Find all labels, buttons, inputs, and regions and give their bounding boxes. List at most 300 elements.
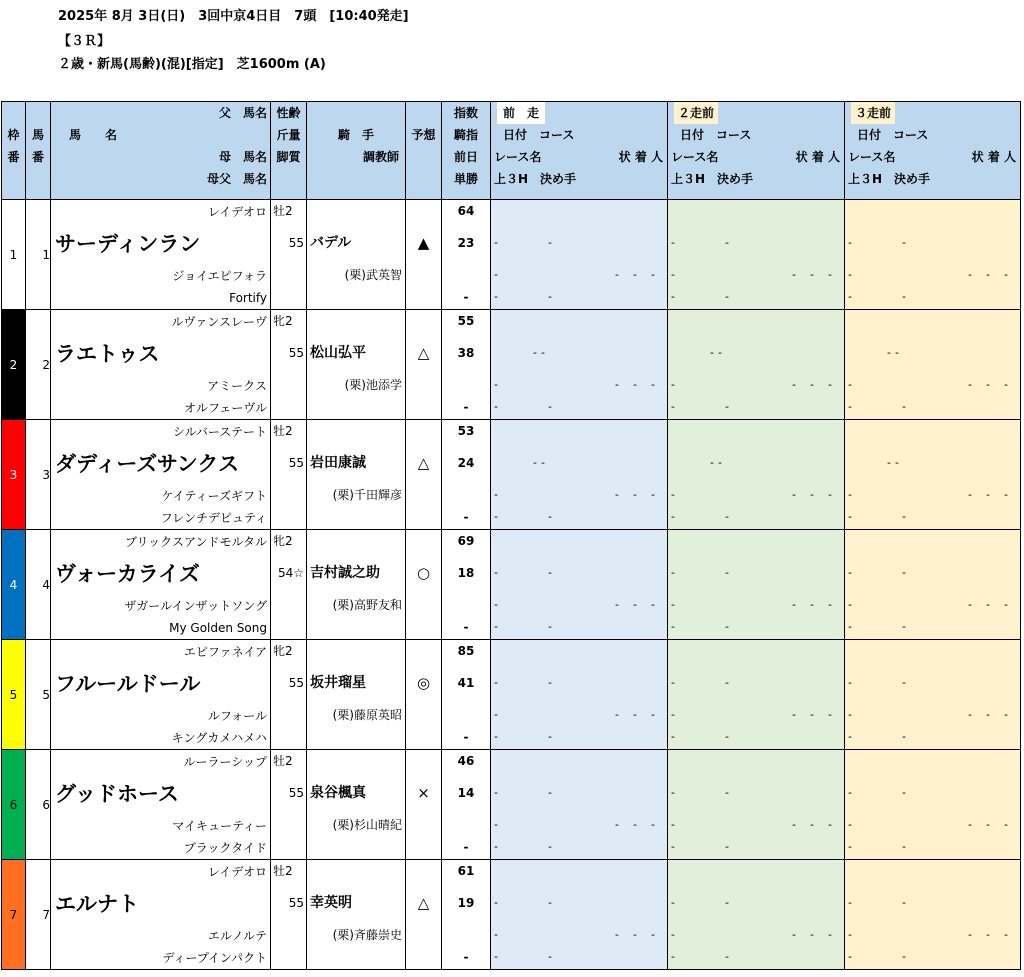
past-dash: - <box>494 676 498 689</box>
past-dash: - <box>615 268 619 281</box>
past-dash: - <box>633 708 637 721</box>
umaban-cell <box>26 860 51 970</box>
sex-cell <box>271 420 307 530</box>
index-cell <box>442 750 491 860</box>
damsire-name: My Golden Song <box>169 620 267 635</box>
umaban-cell <box>26 420 51 530</box>
past-dash: - <box>810 488 814 501</box>
waku-number: 2 <box>9 357 18 372</box>
past-dash: - <box>725 290 729 303</box>
past-dash: - <box>651 818 655 831</box>
dam-header: 母 馬名 <box>218 150 267 164</box>
past3-cell <box>845 640 1021 750</box>
name-cell <box>51 420 271 530</box>
sire-name: レイデオロ <box>207 204 267 219</box>
sex-cell <box>271 860 307 970</box>
past-dash: - <box>848 598 852 611</box>
horse-name-header: 馬 名 <box>69 128 118 142</box>
horse-row <box>2 640 1021 750</box>
index-cell <box>442 640 491 750</box>
damsire-name: フレンチデピュティ <box>160 510 267 525</box>
mark-cell <box>406 420 442 530</box>
waku-number: 5 <box>9 687 18 702</box>
past-dash: - <box>986 708 990 721</box>
past-dash: - <box>671 928 675 941</box>
past-dash: - <box>792 708 796 721</box>
trainer-name: (栗)斉藤崇史 <box>332 928 402 942</box>
past-dash: - <box>986 268 990 281</box>
past-dash: - <box>848 378 852 391</box>
past-dash: - <box>848 510 852 523</box>
past2-last3f: 上３H 決め手 <box>671 172 754 186</box>
waku-cell <box>2 750 26 860</box>
win-odds: - <box>463 950 469 964</box>
past-dash: - <box>494 236 498 249</box>
past-dash: - <box>548 676 552 689</box>
past-dash: - <box>541 456 545 469</box>
past1-cell <box>491 640 668 750</box>
sire-name: ルヴァンスレーヴ <box>171 314 267 329</box>
sex-cell <box>271 310 307 420</box>
past-dash: - <box>725 566 729 579</box>
sex-age-header: 性齢 <box>276 106 301 120</box>
jockey-index: 19 <box>457 896 475 910</box>
umaban-number: 2 <box>42 357 50 372</box>
past3-last3f: 上３H 決め手 <box>848 172 931 186</box>
past3-cell <box>845 420 1021 530</box>
jockey-header <box>307 102 406 200</box>
past-dash: - <box>651 708 655 721</box>
dam-name: ルフォール <box>207 708 267 723</box>
mark-header-label: 予想 <box>411 128 436 142</box>
past-dash: - <box>848 818 852 831</box>
past-dash: - <box>1004 598 1008 611</box>
past2-race-name: レース名 <box>671 150 719 164</box>
past-dash: - <box>828 378 832 391</box>
past-dash: - <box>968 928 972 941</box>
past-dash: - <box>633 598 637 611</box>
past-dash: - <box>548 840 552 853</box>
dam-name: ケイティーズギフト <box>161 488 267 503</box>
sex-cell <box>271 530 307 640</box>
past-dash: - <box>848 896 852 909</box>
jockey-name: 泉谷楓真 <box>310 785 366 801</box>
past-dash: - <box>533 346 537 359</box>
sex-age: 牡2 <box>273 424 293 438</box>
horse-name: ダディーズサンクス <box>55 451 240 476</box>
past-dash: - <box>828 268 832 281</box>
past3-cell <box>845 200 1021 310</box>
mark-cell <box>406 310 442 420</box>
past-dash: - <box>548 400 552 413</box>
past2-cell <box>668 750 845 860</box>
umaban-header <box>26 102 51 200</box>
jockey-name: 松山弘平 <box>310 345 366 361</box>
horse-name: エルナト <box>55 891 139 916</box>
past-dash: - <box>792 378 796 391</box>
speed-index: 61 <box>457 864 475 878</box>
dam-name: ザガールインザットソング <box>124 598 267 613</box>
past-dash: - <box>828 488 832 501</box>
past-dash: - <box>548 566 552 579</box>
jockey-index: 14 <box>457 786 475 800</box>
header-row <box>2 102 1021 200</box>
past-dash: - <box>718 456 722 469</box>
past-dash: - <box>548 510 552 523</box>
past-dash: - <box>848 620 852 633</box>
past-dash: - <box>633 378 637 391</box>
sex-cell <box>271 200 307 310</box>
weight-header: 斤量 <box>276 128 301 142</box>
past2-header <box>668 102 845 200</box>
past-dash: - <box>986 818 990 831</box>
waku-cell <box>2 200 26 310</box>
past-dash: - <box>848 236 852 249</box>
past-dash: - <box>725 620 729 633</box>
trainer-name: (栗)池添学 <box>344 378 402 392</box>
past1-cell <box>491 530 668 640</box>
name-cell <box>51 310 271 420</box>
waku-number: 4 <box>9 577 18 592</box>
past-dash: - <box>494 730 498 743</box>
past-dash: - <box>1004 268 1008 281</box>
name-cell <box>51 200 271 310</box>
jockey-index: 41 <box>457 676 475 690</box>
jockey-cell <box>307 310 406 420</box>
umaban-number: 7 <box>42 907 50 922</box>
umaban-number: 1 <box>42 247 50 262</box>
past-dash: - <box>902 896 906 909</box>
mark-header <box>406 102 442 200</box>
past-dash: - <box>615 928 619 941</box>
horse-name: ラエトゥス <box>55 341 160 366</box>
past-dash: - <box>902 620 906 633</box>
umaban-number: 5 <box>42 687 50 702</box>
past-dash: - <box>615 598 619 611</box>
past-dash: - <box>494 510 498 523</box>
past-dash: - <box>633 928 637 941</box>
damsire-name: ブラックタイド <box>183 840 267 855</box>
speed-index: 55 <box>457 314 475 328</box>
past-dash: - <box>895 456 899 469</box>
mark-cell <box>406 640 442 750</box>
waku-cell <box>2 420 26 530</box>
past-dash: - <box>810 598 814 611</box>
past-dash: - <box>494 268 498 281</box>
speed-index: 53 <box>457 424 475 438</box>
horse-row <box>2 750 1021 860</box>
past-dash: - <box>848 730 852 743</box>
past-dash: - <box>494 950 498 963</box>
waku-number: 3 <box>9 467 18 482</box>
mark-cell <box>406 750 442 860</box>
race-date-line: 2025年 8月 3日(日) 3回中京4日目 7頭 [10:40発走] <box>58 9 409 24</box>
past-dash: - <box>848 676 852 689</box>
past-dash: - <box>725 676 729 689</box>
past-dash: - <box>710 346 714 359</box>
dam-name: アミークス <box>207 378 267 393</box>
umaban-header-l1: 馬 <box>31 128 44 142</box>
dam-name: ジョイエピフォラ <box>172 268 267 283</box>
umaban-number: 6 <box>42 797 50 812</box>
past1-last3f: 上３H 決め手 <box>494 172 577 186</box>
jockey-cell <box>307 750 406 860</box>
prediction-mark: △ <box>417 454 430 472</box>
trainer-name: (栗)藤原英昭 <box>332 708 402 722</box>
past-dash: - <box>671 950 675 963</box>
mark-cell <box>406 860 442 970</box>
past-dash: - <box>725 730 729 743</box>
past-dash: - <box>671 236 675 249</box>
past-dash: - <box>902 840 906 853</box>
past-dash: - <box>725 510 729 523</box>
past-dash: - <box>548 950 552 963</box>
jockey-cell <box>307 640 406 750</box>
past-dash: - <box>725 400 729 413</box>
past-dash: - <box>792 598 796 611</box>
sex-age: 牡2 <box>273 204 293 218</box>
carried-weight: 54☆ <box>277 566 304 580</box>
trainer-name: (栗)武英智 <box>344 268 402 282</box>
past-dash: - <box>810 708 814 721</box>
horse-row <box>2 530 1021 640</box>
trainer-name: (栗)高野友和 <box>332 598 402 612</box>
index-header-l4: 単勝 <box>453 172 478 186</box>
past-dash: - <box>541 346 545 359</box>
jockey-header-label: 騎 手 <box>337 128 374 142</box>
name-cell <box>51 640 271 750</box>
umaban-cell <box>26 200 51 310</box>
sire-name: ブリックスアンドモルタル <box>125 534 267 549</box>
index-cell <box>442 310 491 420</box>
past-dash: - <box>792 268 796 281</box>
past-dash: - <box>494 896 498 909</box>
sire-name: シルバーステート <box>172 424 267 439</box>
past-dash: - <box>986 928 990 941</box>
jockey-index: 23 <box>457 236 475 250</box>
waku-number: 1 <box>9 247 18 262</box>
horse-name: ヴォーカライズ <box>55 561 200 586</box>
past-dash: - <box>651 928 655 941</box>
waku-number: 6 <box>9 797 18 812</box>
jockey-cell <box>307 420 406 530</box>
past2-cell <box>668 420 845 530</box>
past-dash: - <box>887 346 891 359</box>
sex-age: 牝2 <box>273 534 293 548</box>
jockey-name: 坂井瑠星 <box>310 675 366 691</box>
past-dash: - <box>718 346 722 359</box>
past-dash: - <box>902 290 906 303</box>
horse-name: グッドホース <box>55 781 179 806</box>
trainer-name: (栗)千田輝彦 <box>332 488 402 502</box>
past1-cell <box>491 750 668 860</box>
jockey-cell <box>307 200 406 310</box>
trainer-header-label: 調教師 <box>362 150 399 164</box>
dam-name: エルノルテ <box>207 928 267 943</box>
past1-date-course: 日付 コース <box>503 128 575 142</box>
carried-weight: 55 <box>288 786 304 800</box>
past-dash: - <box>968 378 972 391</box>
race-conditions: ２歳・新馬(馬齢)(混)[指定] 芝1600m (A) <box>58 57 326 72</box>
past-dash: - <box>848 566 852 579</box>
win-odds: - <box>463 510 469 524</box>
past-dash: - <box>848 950 852 963</box>
waku-cell <box>2 310 26 420</box>
umaban-number: 3 <box>42 467 50 482</box>
past-dash: - <box>494 786 498 799</box>
past-dash: - <box>725 896 729 909</box>
past-dash: - <box>671 400 675 413</box>
past-dash: - <box>651 378 655 391</box>
past-dash: - <box>848 708 852 721</box>
past3-cell <box>845 860 1021 970</box>
speed-index: 64 <box>457 204 475 218</box>
past-dash: - <box>848 840 852 853</box>
past1-cell <box>491 420 668 530</box>
prediction-mark: ◎ <box>416 674 431 692</box>
past-dash: - <box>671 620 675 633</box>
past-dash: - <box>848 488 852 501</box>
past-dash: - <box>848 290 852 303</box>
name-header <box>51 102 271 200</box>
past2-cell <box>668 310 845 420</box>
past-dash: - <box>671 378 675 391</box>
past3-date-course: 日付 コース <box>857 128 929 142</box>
past-dash: - <box>533 456 537 469</box>
past-dash: - <box>1004 928 1008 941</box>
jockey-index: 24 <box>457 456 475 470</box>
past-dash: - <box>494 378 498 391</box>
horse-row <box>2 860 1021 970</box>
past-dash: - <box>494 620 498 633</box>
past-dash: - <box>671 488 675 501</box>
past-dash: - <box>548 620 552 633</box>
past-dash: - <box>828 708 832 721</box>
index-cell <box>442 200 491 310</box>
jockey-cell <box>307 860 406 970</box>
past-dash: - <box>651 268 655 281</box>
past-dash: - <box>494 818 498 831</box>
name-cell <box>51 530 271 640</box>
sire-name: ルーラーシップ <box>183 754 267 769</box>
past-dash: - <box>895 346 899 359</box>
trainer-name: (栗)杉山晴紀 <box>332 818 402 832</box>
past-dash: - <box>671 708 675 721</box>
past-dash: - <box>848 786 852 799</box>
past-dash: - <box>548 786 552 799</box>
past-dash: - <box>725 786 729 799</box>
past-dash: - <box>671 786 675 799</box>
name-cell <box>51 860 271 970</box>
past-dash: - <box>710 456 714 469</box>
index-header-l2: 騎指 <box>453 128 478 142</box>
past-dash: - <box>810 378 814 391</box>
past-dash: - <box>671 566 675 579</box>
past-dash: - <box>986 598 990 611</box>
horse-row <box>2 420 1021 530</box>
past-dash: - <box>651 488 655 501</box>
damsire-name: オルフェーヴル <box>183 400 267 415</box>
win-odds: - <box>463 620 469 634</box>
past-dash: - <box>671 676 675 689</box>
win-odds: - <box>463 730 469 744</box>
past-dash: - <box>615 708 619 721</box>
past-dash: - <box>671 268 675 281</box>
past-dash: - <box>671 290 675 303</box>
past1-cell <box>491 200 668 310</box>
index-cell <box>442 860 491 970</box>
prediction-mark: × <box>417 784 430 802</box>
past-dash: - <box>651 598 655 611</box>
past-dash: - <box>725 950 729 963</box>
index-header <box>442 102 491 200</box>
past-dash: - <box>494 598 498 611</box>
sex-header <box>271 102 307 200</box>
past-dash: - <box>615 378 619 391</box>
past-dash: - <box>986 488 990 501</box>
dam-name: マイキューティー <box>172 818 267 833</box>
carried-weight: 55 <box>288 676 304 690</box>
past2-cond-place-pop: 状 着 人 <box>795 150 840 164</box>
sex-cell <box>271 640 307 750</box>
sex-age: 牡2 <box>273 754 293 768</box>
past2-cell <box>668 530 845 640</box>
past-dash: - <box>810 818 814 831</box>
past-dash: - <box>968 488 972 501</box>
speed-index: 46 <box>457 754 475 768</box>
race-number: 【３Ｒ】 <box>58 34 111 49</box>
past2-cell <box>668 640 845 750</box>
past-dash: - <box>1004 818 1008 831</box>
win-odds: - <box>463 290 469 304</box>
jockey-name: 幸英明 <box>310 895 352 911</box>
past-dash: - <box>968 598 972 611</box>
damsire-name: Fortify <box>229 290 267 305</box>
past-dash: - <box>548 896 552 909</box>
jockey-name: 岩田康誠 <box>310 455 366 471</box>
past-dash: - <box>494 488 498 501</box>
past-dash: - <box>494 290 498 303</box>
sire-header: 父 馬名 <box>218 106 267 120</box>
sex-cell <box>271 750 307 860</box>
carried-weight: 55 <box>288 236 304 250</box>
umaban-cell <box>26 750 51 860</box>
past-dash: - <box>902 400 906 413</box>
umaban-cell <box>26 310 51 420</box>
past-dash: - <box>1004 378 1008 391</box>
speed-index: 69 <box>457 534 475 548</box>
prediction-mark: △ <box>417 894 430 912</box>
carried-weight: 55 <box>288 456 304 470</box>
sire-name: レイデオロ <box>207 864 267 879</box>
damsire-name: ディープインパクト <box>162 950 267 965</box>
past-dash: - <box>1004 488 1008 501</box>
past3-title: ３走前 <box>851 102 895 124</box>
waku-cell <box>2 530 26 640</box>
past-dash: - <box>671 598 675 611</box>
jockey-cell <box>307 530 406 640</box>
past-dash: - <box>902 510 906 523</box>
sex-age: 牝2 <box>273 314 293 328</box>
past-dash: - <box>902 566 906 579</box>
win-odds: - <box>463 840 469 854</box>
past-dash: - <box>615 818 619 831</box>
sex-age: 牡2 <box>273 864 293 878</box>
damsire-header: 母父 馬名 <box>206 172 267 186</box>
index-header-l3: 前日 <box>453 150 478 164</box>
index-header-l1: 指数 <box>453 106 478 120</box>
past1-cond-place-pop: 状 着 人 <box>618 150 663 164</box>
